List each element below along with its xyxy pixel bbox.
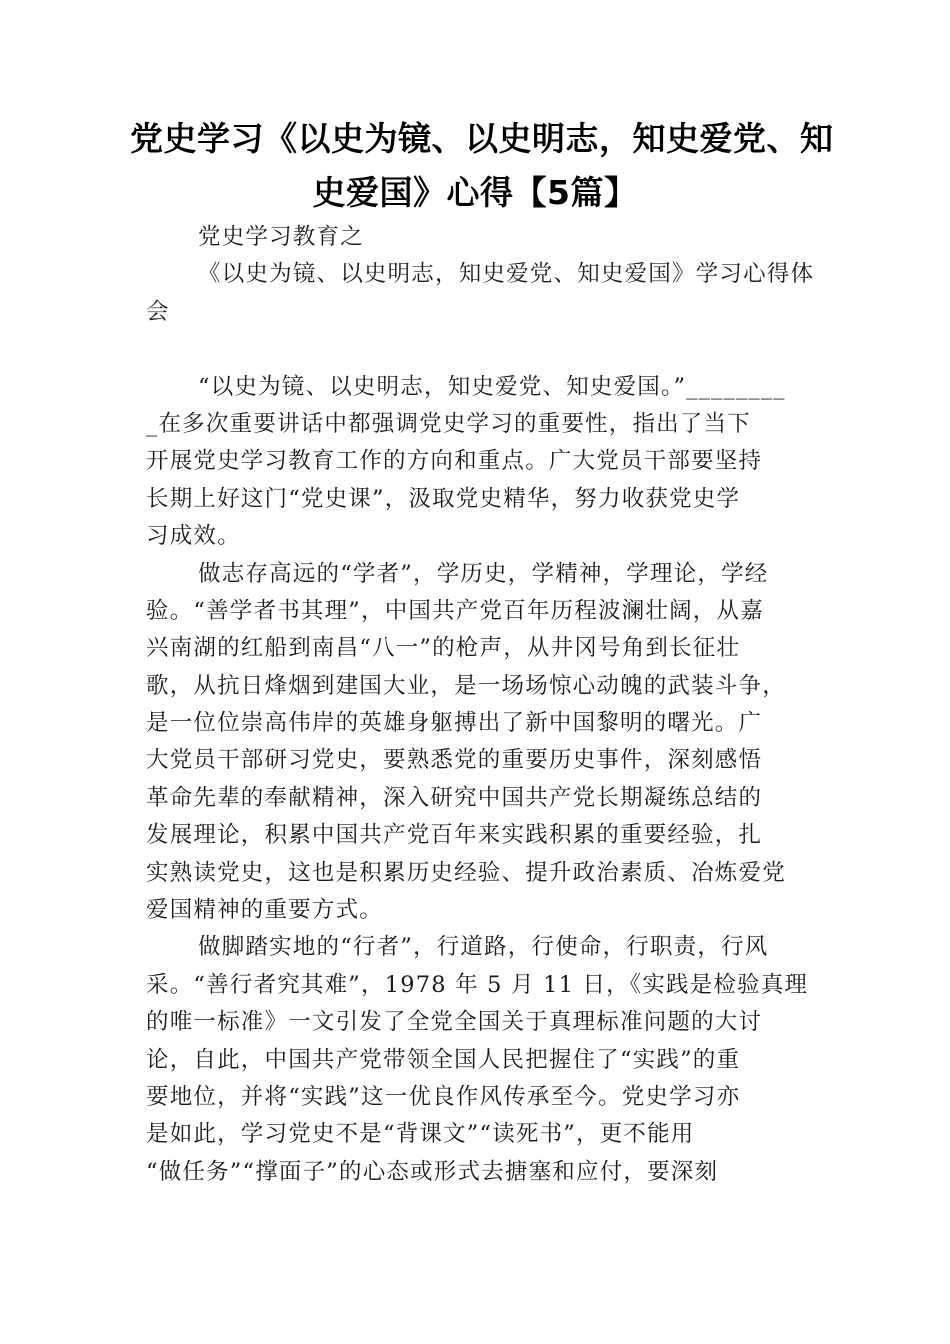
body-text-line: 兴南湖的红船到南昌“八一”的枪声，从井冈号角到长征壮 bbox=[146, 635, 741, 662]
document-body bbox=[146, 219, 815, 1191]
title-line-1: 党史学习《以史为镜、以史明志，知史爱党、知 bbox=[130, 119, 834, 158]
body-text-line: 开展党史学习教育工作的方向和重点。广大党员干部要坚持 bbox=[146, 448, 763, 475]
body-text-line: 革命先辈的奉献精神，深入研究中国共产党长期凝练总结的 bbox=[146, 784, 763, 811]
body-text-line: 《以史为镜、以史明志，知史爱党、知史爱国》学习心得体 bbox=[198, 261, 815, 288]
body-text-line: “以史为镜、以史明志，知史爱党、知史爱国。”________ bbox=[198, 373, 786, 400]
body-text-line: 做志存高远的“学者”，学历史，学精神，学理论，学经 bbox=[198, 560, 769, 587]
body-text-line: 论，自此，中国共产党带领全国人民把握住了“实践”的重 bbox=[146, 1046, 741, 1073]
body-text-line: 长期上好这门“党史课”，汲取党史精华，努力收获党史学 bbox=[146, 485, 741, 512]
document-title bbox=[130, 112, 834, 220]
body-text-line: _在多次重要讲话中都强调党史学习的重要性，指出了当下 bbox=[146, 410, 751, 437]
body-text-line: 实熟读党史，这也是积累历史经验、提升政治素质、冶炼爱党 bbox=[146, 859, 786, 886]
body-text-line: 验。“善学者书其理”，中国共产党百年历程波澜壮阔，从嘉 bbox=[146, 597, 764, 624]
body-text-line: 会 bbox=[146, 298, 170, 325]
body-text-line: 党史学习教育之 bbox=[198, 224, 364, 250]
body-text-line: 是一位位崇高伟岸的英雄身躯搏出了新中国黎明的曙光。广 bbox=[146, 710, 763, 737]
body-text-line: 发展理论，积累中国共产党百年来实践积累的重要经验，扎 bbox=[146, 822, 763, 849]
body-text-line: 采。“善行者究其难”，1978 年 5 月 11 日，《实践是检验真理 bbox=[146, 971, 809, 998]
body-text-line: 的唯一标准》一文引发了全党全国关于真理标准问题的大讨 bbox=[146, 1009, 763, 1036]
body-text-line: 爱国精神的重要方式。 bbox=[146, 897, 384, 924]
body-text-line: 大党员干部研习党史，要熟悉党的重要历史事件，深刻感悟 bbox=[146, 747, 763, 774]
blank-line bbox=[146, 331, 811, 368]
body-text-line: 歌，从抗日烽烟到建国大业，是一场场惊心动魄的武装斗争， bbox=[146, 672, 786, 699]
body-text-line: 要地位，并将“实践”这一优良作风传承至今。党史学习亦 bbox=[146, 1083, 741, 1110]
body-text-line: 习成效。 bbox=[146, 523, 241, 550]
body-text-line: “做任务”“撑面子”的心态或形式去搪塞和应付，要深刻 bbox=[146, 1158, 719, 1185]
body-text-line: 是如此，学习党史不是“背课文”“读死书”，更不能用 bbox=[146, 1121, 695, 1148]
body-text-line: 做脚踏实地的“行者”，行道路，行使命，行职责，行风 bbox=[198, 934, 769, 961]
title-line-2: 史爱国》心得【5篇】 bbox=[312, 173, 638, 212]
